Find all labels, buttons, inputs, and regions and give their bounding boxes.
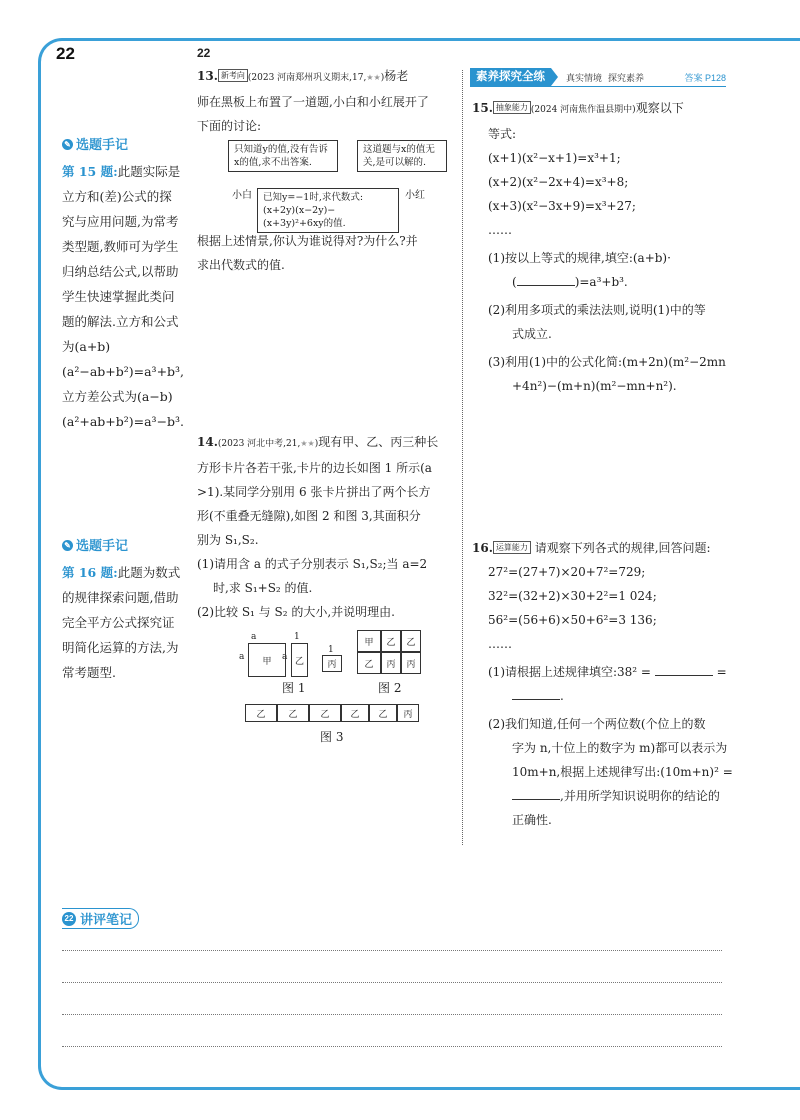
note-line[interactable] (62, 1014, 722, 1015)
q13-intro-b: 师在黑板上布置了一道题,小白和小红展开了 (197, 95, 429, 109)
q14-line: >1).某同学分别用 6 张卡片拼出了两个长方 (197, 485, 431, 499)
name-xiaobai: 小白 (232, 190, 252, 201)
q16-part2-c: 10m+n,根据上述规律写出:(10m+n)² = (512, 765, 733, 779)
note-title: 选题手记 (76, 137, 129, 152)
q15-equation: (x+1)(x²−x+1)=x³+1; (488, 151, 621, 165)
q14-line: 形(不重叠无缝隙),如图 2 和图 3,其面积分 (197, 509, 421, 523)
q16-part1-eq: = (716, 665, 727, 679)
q14-part1-a: (1)请用含 a 的式子分别表示 S₁,S₂;当 a=2 (197, 557, 428, 571)
q16-part1-a: (1)请根据上述规律填空:38² = (488, 665, 651, 679)
q16-blank[interactable] (655, 675, 713, 676)
banner-title: 素养探究全练 (470, 68, 551, 86)
q16-tag: 运算能力 (493, 541, 531, 554)
q14-line: 现有甲、乙、丙三种长 (318, 435, 439, 449)
bubble-left: 只知道y的值,没有告诉x的值,求不出答案. (228, 140, 338, 172)
card-bing: 丙 (397, 704, 419, 722)
q16-equation: 32²=(32+2)×30+2²=1 024; (488, 589, 657, 603)
q16-part1-end: . (560, 689, 564, 703)
card-yi: 乙 (277, 704, 309, 722)
q16-blank[interactable] (512, 699, 560, 700)
question-13 (197, 64, 459, 138)
q15-equation: (x+3)(x²−3x+9)=x³+27; (488, 199, 636, 213)
note-line[interactable] (62, 1046, 722, 1047)
q13-tag: 新考向 (218, 69, 248, 82)
card-bing: 丙 (381, 652, 401, 674)
q14-line: 方形卡片各若干张,卡片的边长如图 1 所示(a (197, 461, 432, 475)
q16-blank[interactable] (512, 799, 560, 800)
q16-equation: 56²=(56+6)×50+6²=3 136; (488, 613, 657, 627)
q16-part2-d (472, 784, 734, 808)
q13-question (197, 229, 459, 277)
banner-arrow-icon (551, 68, 558, 86)
side-note-16 (62, 533, 184, 685)
q16-number: 16. (472, 541, 493, 555)
q15-intro-b: 等式: (488, 127, 517, 141)
card-yi: 乙 (381, 630, 401, 652)
note-body: 此题为数式的规律探索问题,借助完全平方公式探究证明简化运算的方法,为常考题型. (62, 565, 181, 680)
q16-intro: 请观察下列各式的规律,回答问题: (534, 541, 711, 555)
question-15 (472, 96, 734, 398)
bubble-right: 这道题与x的值无关,是可以解的. (357, 140, 447, 172)
q15-part2-a: (2)利用多项式的乘法法则,说明(1)中的等 (488, 303, 706, 317)
card-bing: 丙 (401, 652, 421, 674)
figure-1-caption: 图 1 (282, 681, 306, 695)
q13-intro-a: 杨老 (384, 69, 409, 83)
note-heading (62, 132, 184, 157)
dim-1-label: 1 (328, 645, 334, 655)
q15-part3-b: +4n²)−(m+n)(m²−mn+n²). (512, 379, 677, 393)
q16-part2-b: 字为 n,十位上的数字为 m)都可以表示为 (512, 741, 728, 755)
page-number: 22 (56, 44, 75, 63)
review-icon: 22 (62, 912, 76, 926)
q16-equation: …… (488, 637, 512, 651)
note-title: 选题手记 (76, 538, 129, 553)
card-yi: 乙 (309, 704, 341, 722)
q15-equation: …… (488, 223, 512, 237)
card-yi: 乙 (245, 704, 277, 722)
note-body: 此题实际是立方和(差)公式的探究与应用问题,为常考类型题,教师可为学生归纳总结公式,以帮助学生快速掌握此类问题的解法.立方和公式为(a+b)(a²−ab+b²)=a³+b³,立方差公式为(a−b)(a²+ab+b²)=a³−b³. (62, 164, 185, 429)
q16-part2-a: (2)我们知道,任何一个两位数(个位上的数 (488, 717, 706, 731)
q15-blank[interactable] (517, 285, 575, 286)
q15-number: 15. (472, 101, 493, 115)
figure-3-caption: 图 3 (320, 730, 344, 744)
q13-intro-c: 下面的讨论: (197, 119, 262, 133)
q15-tag: 抽象能力 (493, 101, 531, 114)
q14-number: 14. (197, 435, 218, 449)
q16-part1 (472, 660, 734, 684)
board-line2: (x+2y)(x−2y)−(x+3y)²+6xy的值. (263, 205, 346, 229)
q13-question-b: 求出代数式的值. (197, 258, 285, 272)
card-yi: 乙 (369, 704, 397, 722)
q13-question-a: 根据上述情景,你认为谁说得对?为什么?并 (197, 234, 418, 248)
q15-part3-a: (3)利用(1)中的公式化简:(m+2n)(m²−2mn (488, 355, 726, 369)
q13-number: 13. (197, 69, 218, 83)
dim-a-label: a (282, 652, 288, 662)
question-14 (197, 430, 459, 624)
q15-part1-post: )=a³+b³. (574, 275, 628, 289)
name-xiaohong: 小红 (405, 190, 425, 201)
q15-source: (2024 河南焦作温县期中) (530, 105, 636, 115)
card-yi: 乙 (291, 643, 308, 677)
note-lead: 第 15 题: (62, 164, 118, 179)
note-line[interactable] (62, 950, 722, 951)
q15-line1 (472, 96, 734, 122)
side-note-15 (62, 132, 184, 434)
q15-part2-b: 式成立. (512, 327, 552, 341)
q15-part1-pre: ( (512, 275, 517, 289)
q16-part2-e: 正确性. (512, 813, 552, 827)
banner-tag: 真实情境 (566, 72, 603, 83)
note-icon: ✎ (62, 540, 73, 551)
section-banner (470, 68, 726, 87)
q13-source: (2023 河南郑州巩义期末,17, (247, 73, 367, 83)
difficulty-stars-icon: ★★ (300, 439, 315, 448)
q16-line1 (472, 536, 734, 560)
page-number-small: 22 (197, 46, 211, 60)
card-yi: 乙 (401, 630, 421, 652)
card-jia: 甲 (248, 643, 286, 677)
dim-1-label: 1 (294, 632, 300, 642)
q15-intro-a: 观察以下 (635, 101, 684, 115)
answer-link[interactable]: 答案 P128 (684, 72, 726, 83)
column-divider (462, 70, 463, 845)
q14-line1 (197, 430, 459, 456)
q14-part2: (2)比较 S₁ 与 S₂ 的大小,并说明理由. (197, 605, 395, 619)
q16-equation: 27²=(27+7)×20+7²=729; (488, 565, 646, 579)
question-16 (472, 536, 734, 832)
q14-part1-b: 时,求 S₁+S₂ 的值. (213, 581, 313, 595)
q16-part1-line2 (472, 684, 734, 708)
card-yi: 乙 (341, 704, 369, 722)
figure-2-caption: 图 2 (378, 681, 402, 695)
review-title: 讲评笔记 (80, 912, 133, 927)
card-jia: 甲 (357, 630, 381, 652)
banner-tag: 探究素养 (608, 72, 645, 83)
q15-equation: (x+2)(x²−2x+4)=x³+8; (488, 175, 629, 189)
board-line1: 已知y=−1时,求代数式: (263, 192, 364, 203)
card-bing: 丙 (322, 655, 342, 672)
dim-a-label: a (251, 632, 257, 642)
q14-line: 别为 S₁,S₂. (197, 533, 259, 547)
card-yi: 乙 (357, 652, 381, 674)
note-lead: 第 16 题: (62, 565, 118, 580)
q15-part1-b (472, 270, 734, 294)
note-icon: ✎ (62, 139, 73, 150)
q16-part2-d-text: ,并用所学知识说明你的结论的 (560, 789, 720, 803)
difficulty-stars-icon: ★★ (366, 73, 381, 82)
note-heading (62, 533, 184, 558)
q14-source-end: ) (314, 439, 319, 449)
q13-source-end: ) (380, 73, 385, 83)
q14-source: (2023 河北中考,21, (217, 439, 301, 449)
dim-a-label: a (239, 652, 245, 662)
board (257, 188, 399, 233)
note-line[interactable] (62, 982, 722, 983)
q13-line1 (197, 64, 459, 90)
q15-part1-a: (1)按以上等式的规律,填空:(a+b)· (488, 251, 671, 265)
review-notes-heading (62, 908, 139, 929)
